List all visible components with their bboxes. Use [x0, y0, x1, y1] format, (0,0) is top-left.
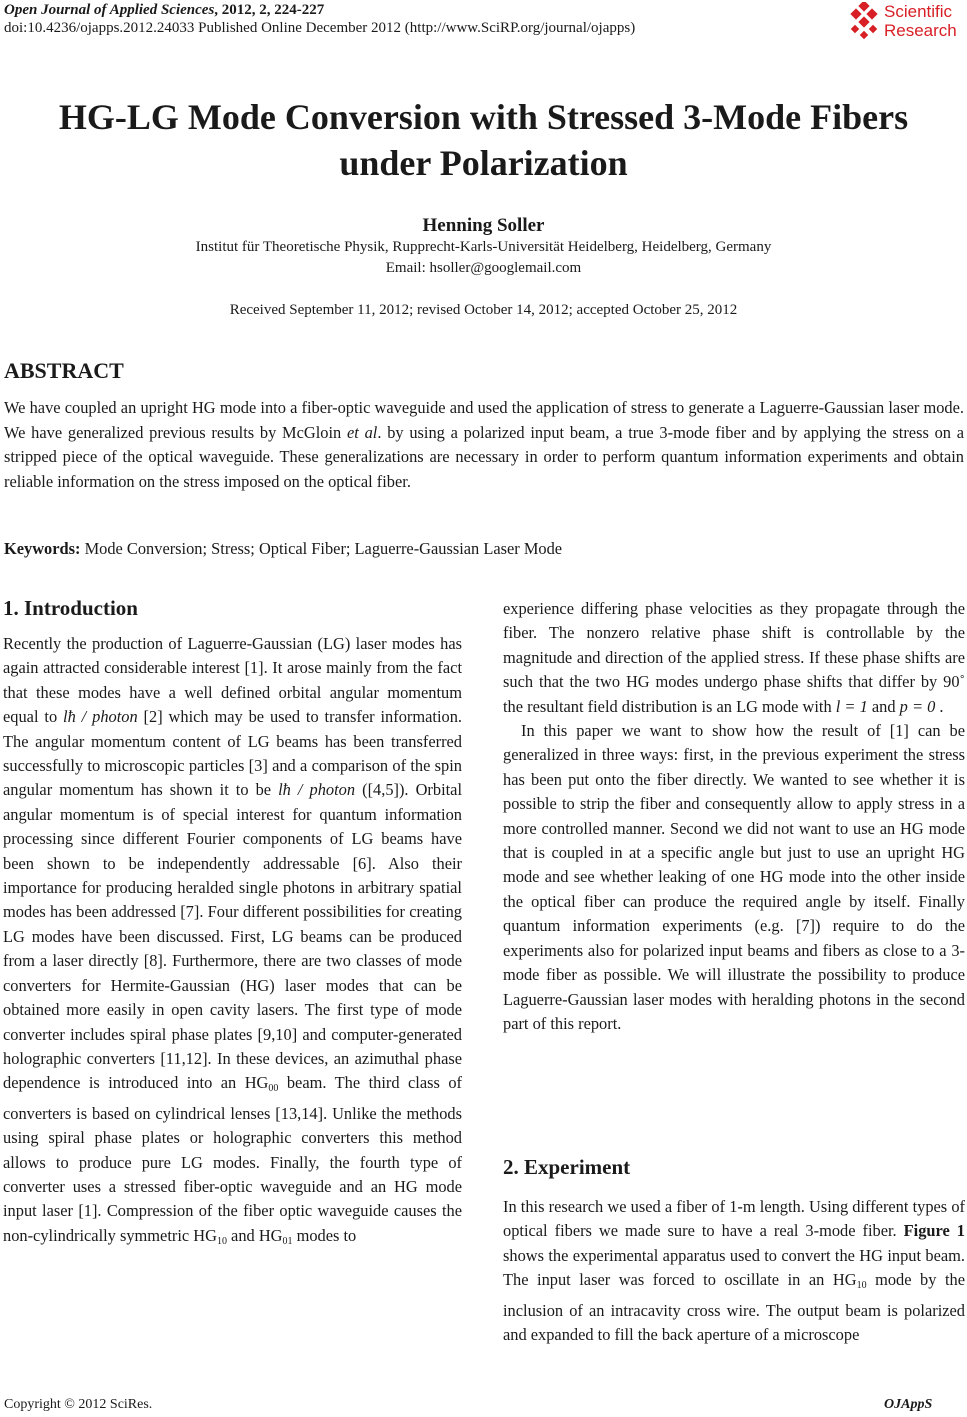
- abstract-etal: et al: [347, 422, 378, 442]
- section-1-heading: 1. Introduction: [3, 596, 138, 620]
- affiliation: Institut für Theoretische Physik, Rupprecht-Karls-Universität Heidelberg, Heidelberg, Germany: [195, 239, 772, 255]
- journal-volume: , 2012, 2, 224-227: [214, 2, 325, 18]
- generalization-paragraph: In this paper we want to show how the result of [1] can be generalized in three ways: first, in the previous experiment the stress has been put onto the fiber directly. We wanted to see whether it is possible to strip the fiber and consequently allow to apply stress in a more controlled manner. Second we did not want to use an HG mode that is coupled in at a specific angle but just to use an upright HG mode and see whether leaking of one HG mode into the other inside the optical fiber can produce the required angle by itself. Finally quantum information experiments (e.g. [7]) require to do the experiments also for polarized input beams and fibers as close to a 3-mode fiber as possible. We will illustrate the possibility to produce Laguerre-Gaussian laser modes with heralding photons in the second part of this report.: [503, 721, 965, 1033]
- math-orbital-momentum: lħ / photon: [63, 707, 138, 727]
- journal-name: Open Journal of Applied Sciences: [4, 2, 215, 18]
- math-l-equals-1: l = 1: [835, 696, 868, 716]
- experiment-paragraph: In this research we used a fiber of 1-m length. Using different types of optical fibers we made sure to have a real 3-mode fiber. Figure 1 shows the experimental apparatus used to convert the HG input beam. The input laser was forced to oscillate in an $HG_{10}$ mode by the inclusion of an intracavity cross wire. The output beam is polarized and expanded to fill the back aperture of a microscope: [503, 1197, 965, 1345]
- journal-header: [4, 2, 324, 19]
- figure-1-reference[interactable]: Figure 1: [903, 1221, 965, 1241]
- doi-line: doi:10.4236/ojapps.2012.24033 Published Online December 2012 (http://www.SciRP.org/journal/ojapps): [4, 20, 636, 36]
- author-name: Henning Soller: [422, 215, 545, 236]
- continuation-paragraph: experience differing phase velocities as they propagate through the fiber. The nonzero relative phase shift is controllable by the magnitude and direction of the applied stress. If these phase shifts are such that the two HG modes undergo phase shifts that differ by 90˚ the resultant field distribution is an LG mode with l = 1 and p = 0 .: [503, 599, 965, 716]
- right-column-text: [503, 597, 965, 1036]
- publisher-logo: [846, 0, 967, 44]
- copyright-footer: Copyright © 2012 SciRes.: [4, 1397, 153, 1412]
- hg01-symbol: $HG_{01}$: [258, 1225, 293, 1247]
- keywords-list: Mode Conversion; Stress; Optical Fiber; Laguerre-Gaussian Laser Mode: [80, 539, 563, 558]
- keywords-label: Keywords:: [4, 539, 81, 558]
- journal-abbrev-footer: OJAppS: [884, 1397, 933, 1412]
- received-dates: Received September 11, 2012; revised October 14, 2012; accepted October 25, 2012: [229, 302, 738, 318]
- author-email: Email: hsoller@googlemail.com: [385, 260, 582, 276]
- paper-title: [0, 94, 967, 186]
- title-line-2: under Polarization: [339, 143, 628, 183]
- title-line-1: HG-LG Mode Conversion with Stressed 3-Mode Fibers: [58, 97, 909, 137]
- abstract-body: We have coupled an upright HG mode into a fiber-optic waveguide and used the application of stress to generate a Laguerre-Gaussian laser mode. We have generalized previous results by McGloin et al. by using a polarized input beam, a true 3-mode fiber and by applying the stress on a stripped piece of the optical waveguide. These generalizations are necessary in order to perform quantum information experiments and obtain reliable information on the stress imposed on the optical fiber.: [4, 398, 964, 491]
- hg10-symbol: $HG_{10}$: [193, 1225, 227, 1247]
- logo-line-2: Research: [884, 21, 957, 40]
- logo-line-1: Scientific: [884, 2, 953, 21]
- hg10-symbol-exp: $HG_{10}$: [832, 1270, 867, 1292]
- hg00-symbol: $HG_{00}$: [244, 1073, 279, 1095]
- math-p-equals-0: p = 0: [899, 696, 936, 716]
- scientific-research-logo-icon: [846, 2, 882, 42]
- keywords: [4, 539, 562, 559]
- section-2-heading: 2. Experiment: [503, 1155, 631, 1179]
- math-spin-momentum: lħ / photon: [278, 780, 356, 800]
- logo-text: [884, 2, 957, 40]
- introduction-paragraph: Recently the production of Laguerre-Gaussian (LG) laser modes has again attracted considerable interest [1]. It arose mainly from the fact that these modes have a well defined orbital angular momentum equal to lħ / photon [2] which may be used to transfer information. The angular momentum content of LG beams has been transferred successfully to microscopic particles [3] and a comparison of the spin angular momentum has shown it to be lħ / photon ([4,5]). Orbital angular momentum is of special interest for quantum information processing since different Fourier components of LG beams have been shown to be independently addressable [6]. Also their importance for producing heralded single photons in arbitrary spatial modes has been addressed [7]. Four different possibilities for creating LG modes have been discussed. First, LG beams can be produced from a laser directly [8]. Furthermore, there are two classes of mode converters for Hermite-Gaussian (HG) laser modes that can be obtained more easily in open cavity lasers. The first type of mode converter includes spiral phase plates [9,10] and computer-generated holographic converters [11,12]. In these devices, an azimuthal phase dependence is introduced into an $HG_{00}$ beam. The third class of converters is based on cylindrical lenses [13,14]. Unlike the methods using spiral phase plates or holographic converters this method allows to produce pure LG modes. Finally, the fourth type of converter uses a stressed fiber-optic waveguide and an HG mode input laser [1]. Compression of the fiber optic waveguide causes the non-cylindrically symmetric $HG_{10}$ and $HG_{01}$ modes to: [3, 634, 463, 1247]
- abstract-heading: ABSTRACT: [4, 358, 124, 383]
